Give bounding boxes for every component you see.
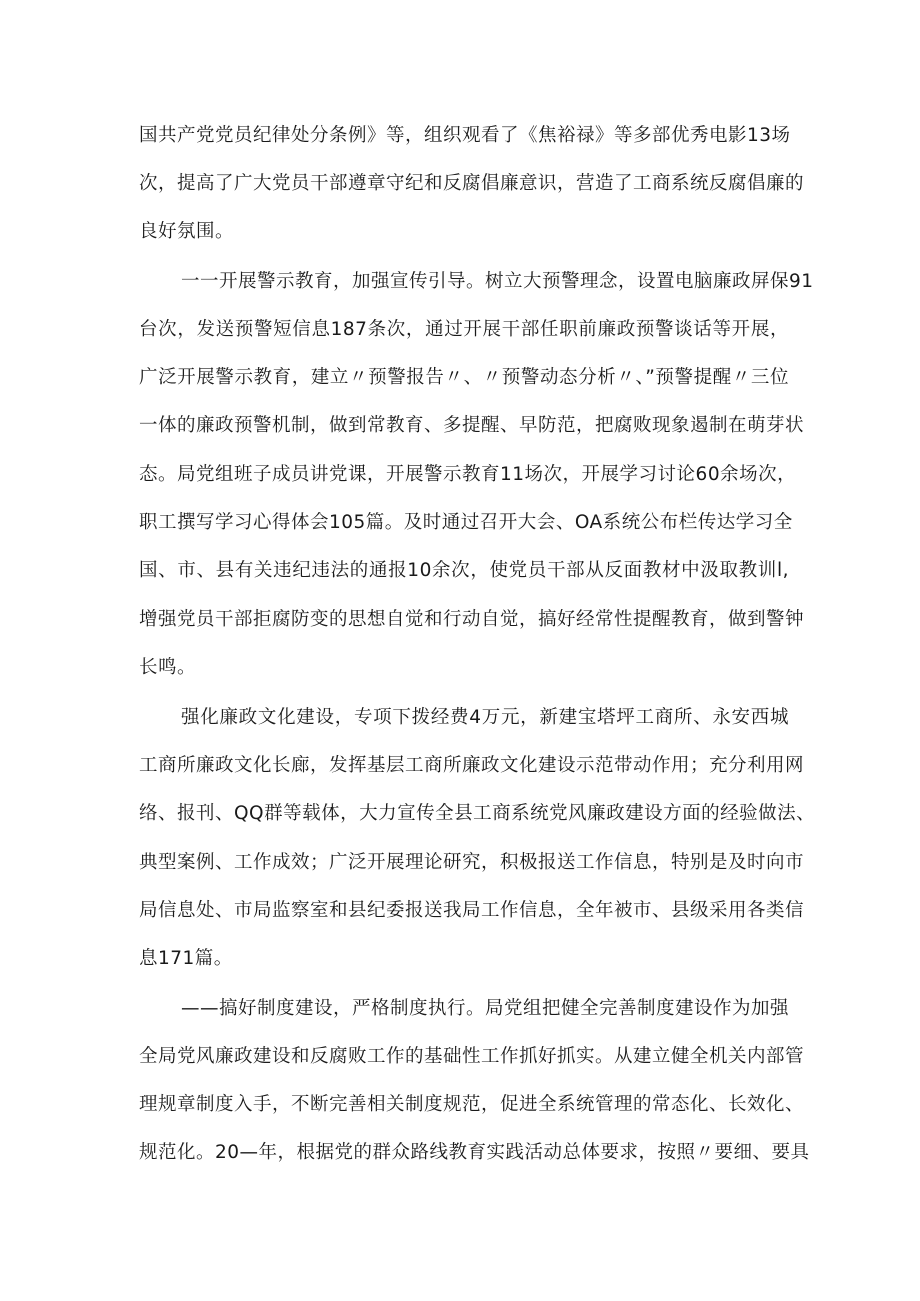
text-line: 台次，发送预警短信息187条次，通过开展干部任职前廉政预警谈话等开展， (139, 319, 789, 340)
text-line: 长鸣。 (139, 657, 197, 678)
text-line: 强化廉政文化建设，专项下拨经费4万元，新建宝塔坪工商所、永安西城 (181, 707, 789, 728)
text-line: ——搞好制度建设，严格制度执行。局党组把健全完善制度建设作为加强 (181, 998, 790, 1019)
text-line: 理规章制度入手，不断完善相关制度规范，促进全系统管理的常态化、长效化、 (139, 1094, 805, 1115)
text-line: 一体的廉政预警机制，做到常教育、多提醒、早防范，把腐败现象遏制在萌芽状 (139, 415, 805, 436)
text-line: 络、报刊、QQ群等载体，大力宣传全县工商系统党风廉政建设方面的经验做法、 (139, 803, 816, 824)
text-line: 息171篇。 (139, 948, 233, 969)
text-line: 良好氛围。 (139, 221, 235, 242)
text-line: 职工撰写学习心得体会105篇。及时通过召开大会、OA系统公布栏传达学习全 (139, 512, 793, 533)
text-line: 局信息处、市局监察室和县纪委报送我局工作信息，全年被市、县级采用各类信 (139, 900, 805, 921)
text-line: 全局党风廉政建设和反腐败工作的基础性工作抓好抓实。从建立健全机关内部管 (139, 1046, 805, 1067)
text-line: 工商所廉政文化长廊，发挥基层工商所廉政文化建设示范带动作用；充分利用网 (139, 755, 805, 776)
text-line: 态。局党组班子成员讲党课，开展警示教育11场次，开展学习讨论60余场次， (139, 464, 797, 485)
text-line: 国、市、县有关违纪违法的通报10余次，使党员干部从反面教材中汲取教训l, (139, 560, 789, 581)
text-line: 广泛开展警示教育，建立〃预警报告〃、〃预警动态分析〃、”预警提醒〃三位 (139, 367, 789, 388)
text-line: 增强党员干部拒腐防变的思想自觉和行动自觉，搞好经常性提醒教育，做到警钟 (139, 609, 805, 630)
text-line: 次，提高了广大党员干部遵章守纪和反腐倡廉意识，营造了工商系统反腐倡廉的 (139, 173, 805, 194)
text-line: 规范化。20—年，根据党的群众路线教育实践活动总体要求，按照〃要细、要具 (139, 1142, 810, 1163)
text-line: 典型案例、工作成效；广泛开展理论研究，积极报送工作信息，特别是及时向市 (139, 852, 805, 873)
text-line: 国共产党党员纪律处分条例》等，组织观看了《焦裕禄》等多部优秀电影13场 (139, 125, 791, 146)
text-line: 一一开展警示教育，加强宣传引导。树立大预警理念，设置电脑廉政屏保91 (181, 271, 814, 292)
